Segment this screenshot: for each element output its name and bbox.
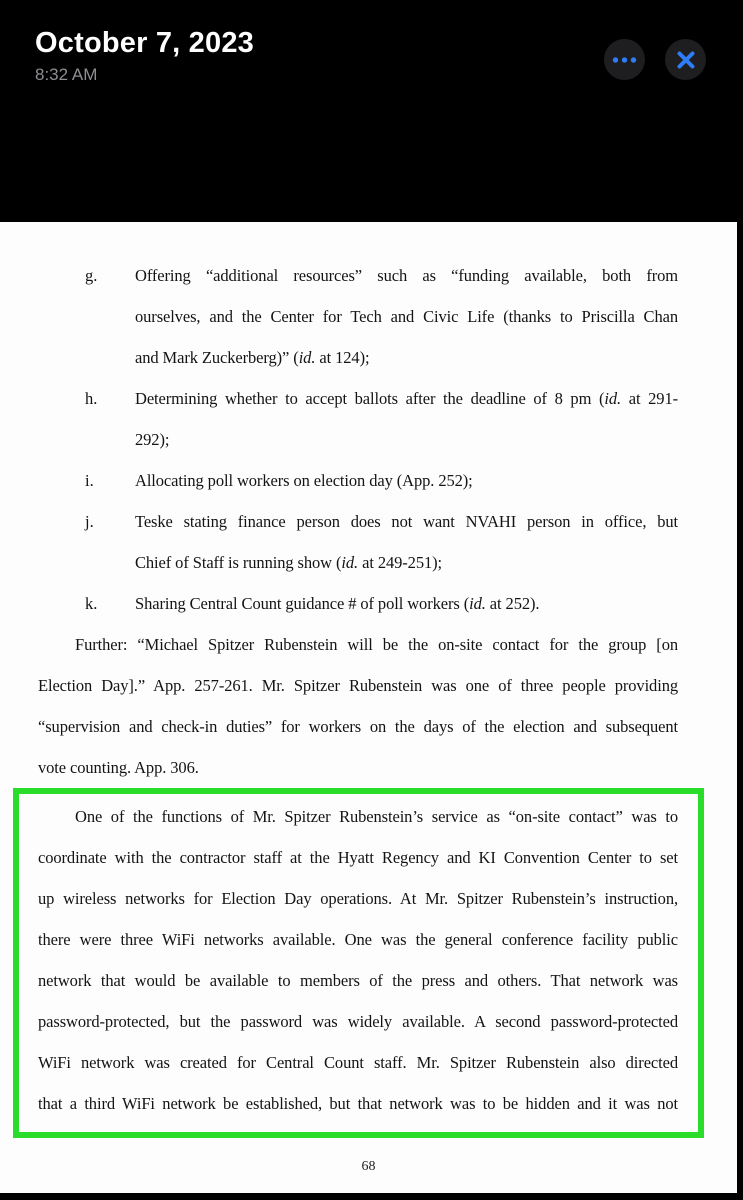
text-line: Offering “additional resources” such as “funding available, both from: [135, 266, 678, 285]
text-line: Election Day].” App. 257-261. Mr. Spitzer Rubenstein was one of three people providing: [38, 676, 678, 695]
list-item-marker: k.: [85, 594, 98, 613]
list-item: [0, 255, 737, 378]
list-item-lines: [135, 255, 678, 378]
highlighted-paragraph: [13, 788, 704, 1138]
list-item-lines: [135, 501, 678, 583]
text-line: One of the functions of Mr. Spitzer Rubenstein’s service as “on-site contact” was to: [75, 807, 678, 826]
text-line: Determining whether to accept ballots after the deadline of 8 pm (id. at 291-: [135, 389, 678, 408]
text-line: vote counting. App. 306.: [38, 758, 199, 777]
text-line: Sharing Central Count guidance # of poll workers (id. at 252).: [135, 594, 540, 613]
paragraphs: [0, 624, 737, 1138]
document-page: [0, 222, 737, 1193]
text-line: that a third WiFi network be established, but that network was to be hidden and it was not: [38, 1094, 678, 1113]
list-item: [0, 583, 737, 624]
text-line: and Mark Zuckerberg)” (id. at 124);: [135, 348, 370, 367]
paragraph: [38, 624, 678, 788]
text-line: password-protected, but the password was widely available. A second password-protected: [38, 1012, 678, 1031]
text-line: Chief of Staff is running show (id. at 249-251);: [135, 553, 443, 572]
photo-title-block: [35, 27, 254, 85]
close-button[interactable]: [665, 39, 706, 80]
text-line: coordinate with the contractor staff at the Hyatt Regency and KI Convention Center to set: [38, 848, 678, 867]
ellipsis-icon: [611, 56, 638, 64]
text-line: ourselves, and the Center for Tech and Civic Life (thanks to Priscilla Chan: [135, 307, 678, 326]
text-line: Teske stating finance person does not want NVAHI person in office, but: [135, 512, 678, 531]
list-item: [0, 378, 737, 460]
list-items: [0, 255, 737, 624]
text-line: WiFi network was created for Central Count staff. Mr. Spitzer Rubenstein also directed: [38, 1053, 678, 1072]
document-body: [0, 222, 737, 1175]
text-line: Allocating poll workers on election day (App. 252);: [135, 471, 473, 490]
list-item-marker: j.: [85, 512, 94, 531]
list-item-marker: i.: [85, 471, 94, 490]
more-options-button[interactable]: [604, 39, 645, 80]
header-actions: [604, 39, 706, 80]
close-icon: [675, 49, 697, 71]
list-item: [0, 460, 737, 501]
list-item-lines: [135, 378, 678, 460]
photo-date-title: October 7, 2023: [35, 27, 254, 59]
text-line: there were three WiFi networks available. One was the general conference facility public: [38, 930, 678, 949]
photo-time-subtitle: 8:32 AM: [35, 65, 98, 84]
bottom-bar: [0, 1193, 743, 1200]
text-line: 292);: [135, 430, 170, 449]
text-line: network that would be available to members of the press and others. That network was: [38, 971, 678, 990]
list-item-lines: [135, 583, 678, 624]
photo-viewer-header: [0, 0, 743, 222]
page-number: 68: [361, 1159, 376, 1174]
text-line: Further: “Michael Spitzer Rubenstein will be the on-site contact for the group [on: [75, 635, 678, 654]
text-line: “supervision and check-in duties” for workers on the days of the election and subsequent: [38, 717, 678, 736]
text-line: up wireless networks for Election Day operations. At Mr. Spitzer Rubenstein’s instruction,: [38, 889, 678, 908]
list-item: [0, 501, 737, 583]
list-item-marker: h.: [85, 389, 98, 408]
list-item-lines: [135, 460, 678, 501]
list-item-marker: g.: [85, 266, 98, 285]
